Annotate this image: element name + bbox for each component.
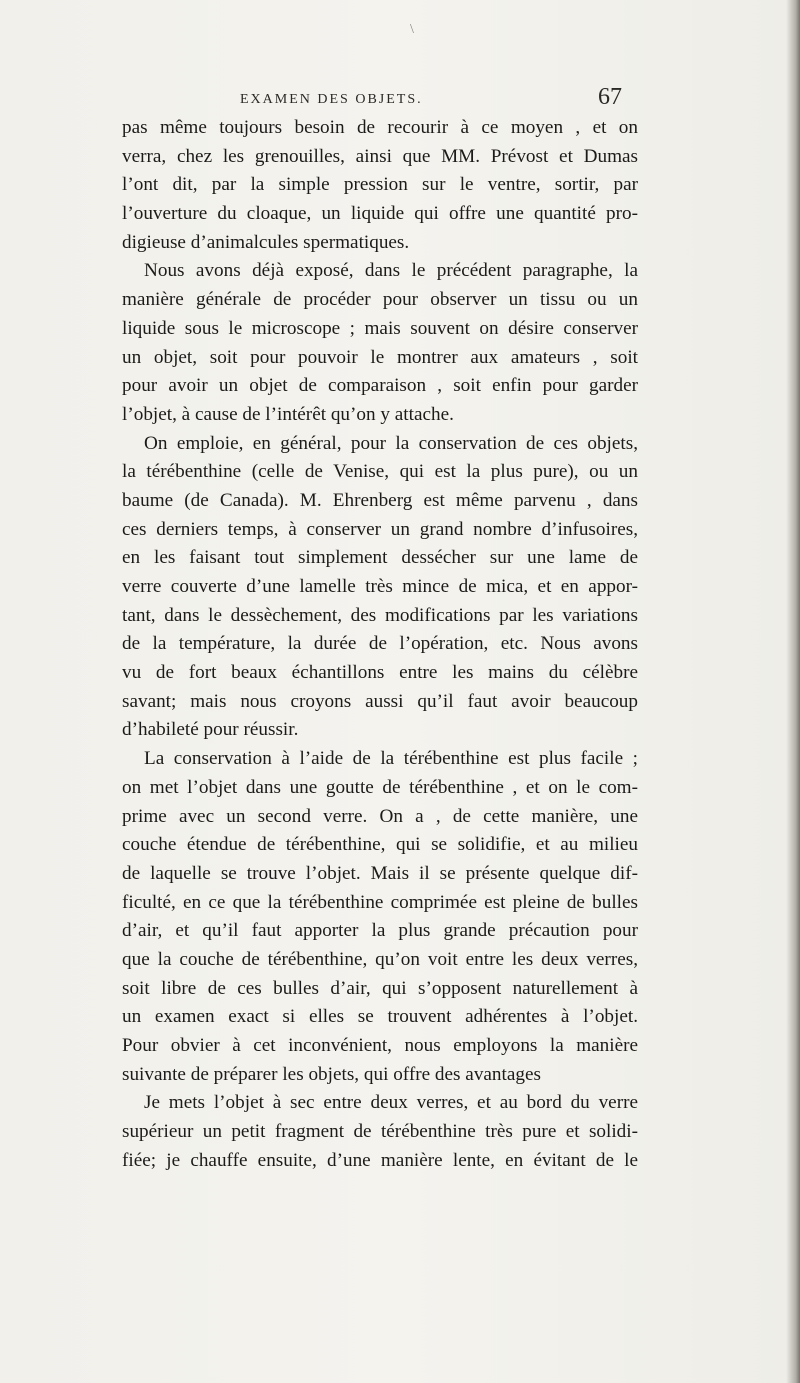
text-line: l’ouverture du cloaque, un liquide qui offre une quantité pro- bbox=[122, 203, 638, 225]
text-line: de laquelle se trouve l’objet. Mais il se présente quelque dif- bbox=[122, 862, 638, 884]
text-line: suivante de préparer les objets, qui offre des avantages bbox=[122, 1063, 541, 1085]
body-text bbox=[122, 114, 638, 1175]
text-line: manière générale de procéder pour observer un tissu ou un bbox=[122, 289, 638, 311]
text-line: tant, dans le dessèchement, des modifications par les variations bbox=[122, 604, 638, 626]
paragraph-start-line: Je mets l’objet à sec entre deux verres, et au bord du verre bbox=[144, 1092, 638, 1114]
text-line: ces derniers temps, à conserver un grand nombre d’infusoires, bbox=[122, 518, 638, 540]
text-line: on met l’objet dans une goutte de térébenthine , et on le com- bbox=[122, 776, 638, 798]
paragraph-start-line: Nous avons déjà exposé, dans le précédent paragraphe, la bbox=[144, 260, 638, 282]
text-line: soit libre de ces bulles d’air, qui s’opposent naturellement à bbox=[122, 977, 638, 999]
text-line: d’air, et qu’il faut apporter la plus grande précaution pour bbox=[122, 920, 638, 942]
text-line: un examen exact si elles se trouvent adhérentes à l’objet. bbox=[122, 1006, 638, 1028]
text-line: pour avoir un objet de comparaison , soit enfin pour garder bbox=[122, 375, 638, 397]
text-line: l’objet, à cause de l’intérêt qu’on y attache. bbox=[122, 403, 454, 425]
text-line: liquide sous le microscope ; mais souvent on désire conserver bbox=[122, 317, 638, 339]
page-edge-shadow bbox=[786, 0, 800, 1383]
text-line: l’ont dit, par la simple pression sur le ventre, sortir, par bbox=[122, 174, 638, 196]
paragraph-start-line: On emploie, en général, pour la conservation de ces objets, bbox=[144, 432, 638, 454]
text-line: pas même toujours besoin de recourir à ce moyen , et on bbox=[122, 117, 638, 138]
text-line: en les faisant tout simplement dessécher sur une lame de bbox=[122, 547, 638, 569]
text-line: un objet, soit pour pouvoir le montrer aux amateurs , soit bbox=[122, 346, 638, 368]
text-line: supérieur un petit fragment de térébenthine très pure et solidi- bbox=[122, 1121, 638, 1143]
page-header bbox=[120, 84, 620, 114]
stray-mark: \ bbox=[410, 22, 414, 37]
text-line: verra, chez les grenouilles, ainsi que MM. Prévost et Dumas bbox=[122, 145, 638, 167]
text-line: prime avec un second verre. On a , de cette manière, une bbox=[122, 805, 638, 827]
text-line: que la couche de térébenthine, qu’on voit entre les deux verres, bbox=[122, 948, 638, 970]
running-head: EXAMEN DES OBJETS. bbox=[240, 92, 423, 107]
text-line: fiée; je chauffe ensuite, d’une manière lente, en évitant de le bbox=[122, 1149, 638, 1171]
text-line: couche étendue de térébenthine, qui se solidifie, et au milieu bbox=[122, 834, 638, 856]
text-line: vu de fort beaux échantillons entre les mains du célèbre bbox=[122, 662, 638, 684]
text-line: Pour obvier à cet inconvénient, nous employons la manière bbox=[122, 1035, 638, 1056]
text-line: de la température, la durée de l’opération, etc. Nous avons bbox=[122, 633, 638, 655]
text-line: savant; mais nous croyons aussi qu’il faut avoir beaucoup bbox=[122, 690, 638, 712]
page-number: 67 bbox=[598, 84, 622, 110]
text-line: ficulté, en ce que la térébenthine comprimée est pleine de bulles bbox=[122, 891, 638, 913]
paragraph-start-line: La conservation à l’aide de la térébenthine est plus facile ; bbox=[144, 748, 638, 770]
text-line: la térébenthine (celle de Venise, qui est la plus pure), ou un bbox=[122, 461, 638, 483]
text-line: verre couverte d’une lamelle très mince de mica, et en appor- bbox=[122, 576, 638, 597]
text-line: baume (de Canada). M. Ehrenberg est même parvenu , dans bbox=[122, 489, 638, 511]
text-line: d’habileté pour réussir. bbox=[122, 719, 299, 741]
text-line: digieuse d’animalcules spermatiques. bbox=[122, 231, 410, 253]
